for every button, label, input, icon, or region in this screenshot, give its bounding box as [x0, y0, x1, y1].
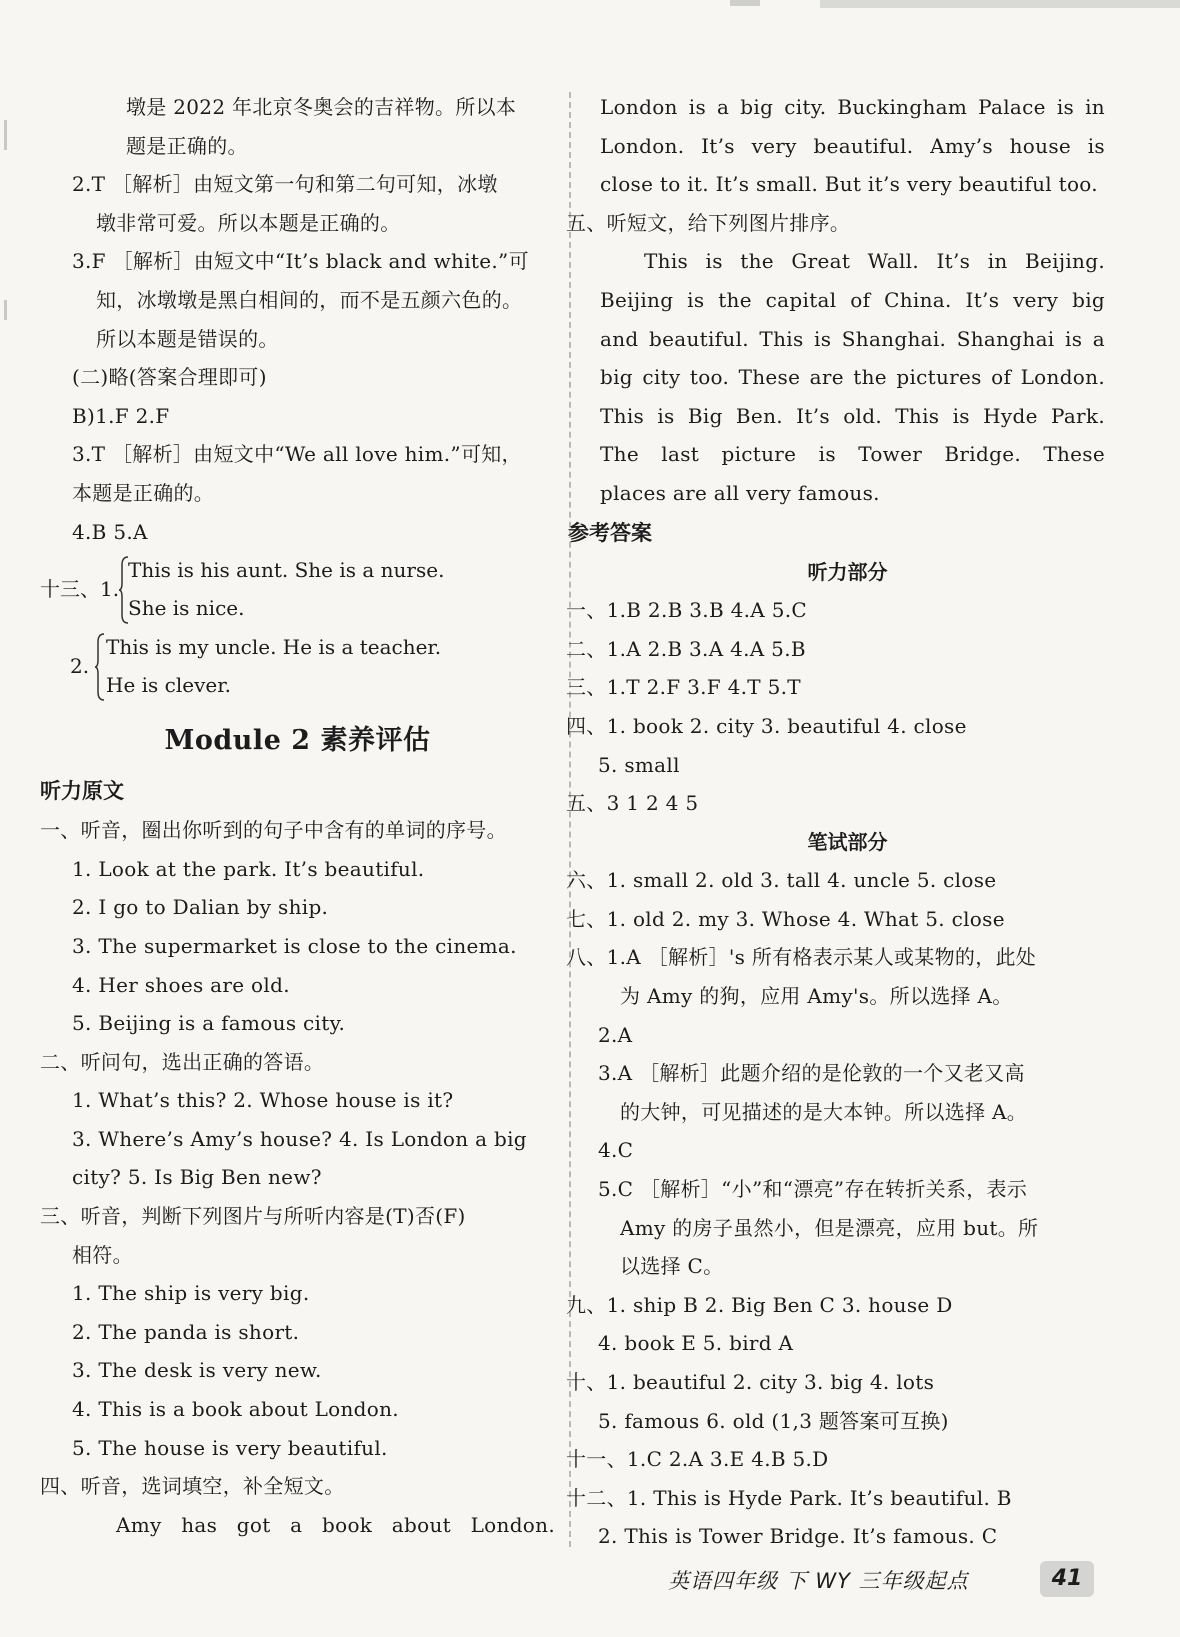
scan-edge-bar [820, 0, 1180, 8]
answer-line: 所以本题是错误的。 [96, 326, 279, 351]
brace-answer-1 [40, 551, 555, 628]
question-heading: 五、听短文，给下列图片排序。 [566, 210, 851, 235]
answer-line: 九、1. ship B 2. Big Ben C 3. house D [566, 1292, 953, 1317]
passage-line: London. It’s very beautiful. Amy’s house is [600, 133, 1105, 158]
passage-line: close to it. It’s small. But it’s very beautiful too. [600, 172, 1098, 197]
question-heading: 三、听音，判断下列图片与所听内容是(T)否(F) [40, 1204, 466, 1229]
question-heading: 相符。 [72, 1242, 133, 1267]
answer-line: 5.C ［解析］“小”和“漂亮”存在转折关系，表示 [598, 1177, 1028, 1202]
passage-line: This is Big Ben. It’s old. This is Hyde Park. [600, 403, 1105, 428]
answer-line: 2. This is Tower Bridge. It’s famous. C [598, 1524, 998, 1549]
answer-line: 知，冰墩墩是黑白相间的，而不是五颜六色的。 [96, 287, 523, 312]
answer-line: 3.F ［解析］由短文中“It’s black and white.”可 [72, 249, 529, 274]
list-item: 2. I go to Dalian by ship. [72, 895, 329, 920]
brace-label: 十三、1. [40, 577, 120, 602]
list-item: 1. Look at the park. It’s beautiful. [72, 856, 425, 881]
answer-line: 一、1.B 2.B 3.B 4.A 5.C [566, 598, 807, 623]
passage-line: big city too. These are the pictures of London. [600, 365, 1105, 390]
answer-line: 5. famous 6. old (1,3 题答案可互换) [598, 1408, 949, 1433]
answer-line: B)1.F 2.F [72, 403, 170, 428]
passage-line: places are all very famous. [600, 480, 880, 505]
answer-line: 以选择 C。 [620, 1254, 724, 1279]
answer-line: 墩非常可爱。所以本题是正确的。 [96, 210, 401, 235]
binding-mark [4, 120, 7, 150]
answer-line: 二、1.A 2.B 3.A 4.A 5.B [566, 636, 806, 661]
passage-line: and beautiful. This is Shanghai. Shanghai is a [600, 326, 1105, 351]
question-heading: 四、听音，选词填空，补全短文。 [40, 1474, 345, 1499]
brace-label: 2. [70, 654, 90, 679]
brace-line: He is clever. [106, 673, 231, 698]
section-heading: 参考答案 [568, 519, 652, 545]
answer-line: 3.T ［解析］由短文中“We all love him.”可知， [72, 442, 522, 467]
answer-line: 八、1.A ［解析］'s 所有格表示某人或某物的，此处 [566, 945, 1037, 970]
right-column [566, 88, 1105, 1556]
brace-line: This is my uncle. He is a teacher. [106, 635, 442, 660]
text-line: 题是正确的。 [126, 133, 248, 158]
answer-line: 本题是正确的。 [72, 480, 215, 505]
subsection-heading: 笔试部分 [807, 829, 888, 854]
answer-line: 四、1. book 2. city 3. beautiful 4. close [566, 713, 967, 738]
answer-line: 2.A [598, 1022, 633, 1047]
answer-line: 5. small [598, 752, 680, 777]
brace-line: This is his aunt. She is a nurse. [128, 558, 445, 583]
list-item: 4. This is a book about London. [72, 1397, 399, 1422]
passage-line: London is a big city. Buckingham Palace is in [600, 95, 1105, 119]
answer-line: (二)略(答案合理即可) [72, 365, 267, 390]
answer-line: 五、3 1 2 4 5 [566, 791, 699, 816]
answer-line: 2.T ［解析］由短文第一句和第二句可知，冰墩 [72, 172, 498, 197]
answer-line: 4.C [598, 1138, 634, 1163]
answer-line: 三、1.T 2.F 3.F 4.T 5.T [566, 675, 801, 700]
list-item: 4. Her shoes are old. [72, 972, 290, 997]
answer-line: 为 Amy 的狗，应用 Amy's。所以选择 A。 [620, 984, 1013, 1009]
footer-text: 英语四年级 下 WY 三年级起点 [668, 1569, 969, 1593]
passage-line: Beijing is the capital of China. It’s very big [600, 287, 1105, 312]
answer-line: 七、1. old 2. my 3. Whose 4. What 5. close [566, 906, 1005, 931]
question-heading: 二、听问句，选出正确的答语。 [40, 1049, 325, 1074]
scan-edge-mark [730, 0, 760, 6]
passage-line: Amy has got a book about London. [116, 1512, 555, 1537]
brace-icon [94, 632, 106, 702]
list-item: 5. Beijing is a famous city. [72, 1011, 346, 1036]
text-line: 墩是 2022 年北京冬奥会的吉祥物。所以本 [126, 95, 517, 119]
left-column [40, 88, 555, 1544]
section-heading: 听力原文 [40, 778, 124, 804]
answer-line: 4. book E 5. bird A [598, 1331, 794, 1356]
passage-line: The last picture is Tower Bridge. These [600, 442, 1105, 467]
binding-mark [4, 300, 7, 320]
answer-line: 3.A ［解析］此题介绍的是伦敦的一个又老又高 [598, 1061, 1025, 1086]
list-item: 3. Where’s Amy’s house? 4. Is London a big [72, 1126, 527, 1151]
subsection-heading: 听力部分 [807, 559, 888, 584]
list-item: 3. The desk is very new. [72, 1358, 322, 1383]
list-item: 2. The panda is short. [72, 1319, 300, 1344]
list-item: 3. The supermarket is close to the cinema. [72, 933, 517, 958]
list-item: city? 5. Is Big Ben new? [72, 1165, 322, 1190]
module-title: Module 2 素养评估 [164, 725, 431, 757]
answer-line: 十、1. beautiful 2. city 3. big 4. lots [566, 1370, 935, 1394]
page-number: 41 [1040, 1561, 1094, 1597]
passage-line: This is the Great Wall. It’s in Beijing. [644, 249, 1105, 274]
brace-answer-2 [40, 628, 555, 705]
answer-line: Amy 的房子虽然小，但是漂亮，应用 but。所 [620, 1215, 1039, 1240]
answer-line: 的大钟，可见描述的是大本钟。所以选择 A。 [620, 1099, 1028, 1124]
brace-line: She is nice. [128, 596, 245, 621]
answer-line: 六、1. small 2. old 3. tall 4. uncle 5. close [566, 868, 997, 893]
question-heading: 一、听音，圈出你听到的句子中含有的单词的序号。 [40, 818, 507, 843]
list-item: 1. The ship is very big. [72, 1281, 310, 1306]
answer-line: 十一、1.C 2.A 3.E 4.B 5.D [566, 1447, 829, 1472]
answer-line: 十二、1. This is Hyde Park. It’s beautiful. B [566, 1485, 1012, 1510]
answer-line: 4.B 5.A [72, 519, 148, 544]
list-item: 1. What’s this? 2. Whose house is it? [72, 1088, 454, 1113]
list-item: 5. The house is very beautiful. [72, 1435, 388, 1460]
